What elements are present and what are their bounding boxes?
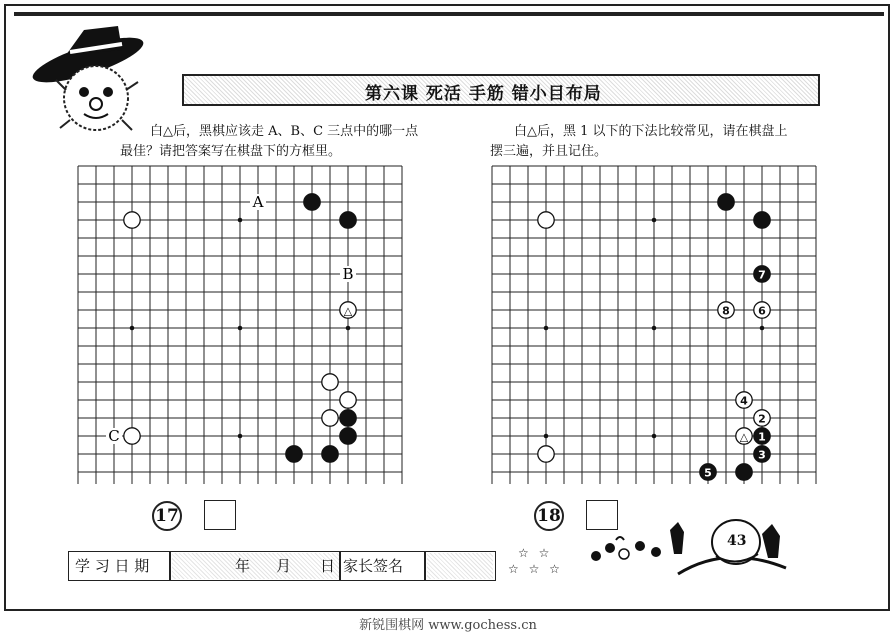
- black-stone: [718, 194, 734, 210]
- go-board-problem17: [74, 162, 408, 484]
- problem17-answer-box[interactable]: [204, 500, 236, 530]
- white-stone: [124, 212, 140, 228]
- go-board-problem18: [488, 162, 822, 484]
- move-number: 5: [704, 466, 712, 480]
- white-stone: [340, 392, 356, 408]
- move-number: 6: [758, 304, 766, 318]
- move-number: 7: [758, 268, 766, 282]
- white-stone: [538, 212, 554, 228]
- star-point: [238, 218, 243, 223]
- study-date-label: 学 习 日 期: [75, 557, 150, 575]
- black-stone: [754, 212, 770, 228]
- black-stone: [340, 410, 356, 426]
- move-number: 1: [758, 430, 766, 444]
- triangle-mark: △: [343, 304, 353, 318]
- move-number: 8: [722, 304, 730, 318]
- star-point: [238, 326, 243, 331]
- problem18-text-line2: 摆三遍，并且记住。: [490, 144, 608, 159]
- star-point: [238, 434, 243, 439]
- page-number: 43: [727, 533, 747, 549]
- triangle-mark: △: [739, 430, 749, 444]
- rating-stars-top: ☆ ☆: [518, 546, 553, 560]
- problem17-text-line2: 最佳？请把答案写在棋盘下的方框里。: [120, 144, 342, 159]
- rating-stars-bottom: ☆ ☆ ☆: [508, 562, 563, 576]
- date-input-area[interactable]: [172, 553, 340, 579]
- white-stone: [538, 446, 554, 462]
- star-point: [544, 326, 549, 331]
- star-point: [652, 434, 657, 439]
- black-stone: [322, 446, 338, 462]
- problem17-text-line1: 白△后，黑棋应该走 A、B、C 三点中的哪一点: [150, 124, 419, 139]
- star-point: [652, 218, 657, 223]
- footer-watermark: 新锐围棋网 www.gochess.cn: [359, 618, 537, 633]
- star-point: [346, 326, 351, 331]
- school-logo-decoration: [586, 494, 796, 580]
- move-number: 3: [758, 448, 766, 462]
- star-point: [760, 326, 765, 331]
- white-stone: [322, 374, 338, 390]
- star-point: [544, 434, 549, 439]
- parent-signature-label: 家长签名: [343, 557, 404, 575]
- move-number: 4: [740, 394, 748, 408]
- star-point: [652, 326, 657, 331]
- mascot-illustration: [26, 20, 166, 140]
- white-stone: [322, 410, 338, 426]
- study-date-row: [68, 551, 496, 581]
- black-stone: [340, 428, 356, 444]
- parent-signature-field[interactable]: [427, 553, 493, 579]
- black-stone: [340, 212, 356, 228]
- black-stone: [286, 446, 302, 462]
- day-label: 日: [320, 557, 336, 575]
- black-stone: [304, 194, 320, 210]
- point-label-b: B: [342, 265, 354, 283]
- point-label-c: C: [108, 427, 120, 445]
- signature-divider: [424, 552, 426, 580]
- page-title: 第六课 死活 手筋 错小目布局: [365, 84, 602, 104]
- white-stone: [124, 428, 140, 444]
- month-label: 月: [276, 557, 292, 575]
- year-label: 年: [235, 557, 251, 575]
- problem18-number: 18: [534, 501, 564, 531]
- problem17-number: 17: [152, 501, 182, 531]
- date-divider: [169, 552, 171, 580]
- move-number: 2: [758, 412, 766, 426]
- point-label-a: A: [252, 193, 264, 211]
- star-point: [130, 326, 135, 331]
- problem18-text-line1: 白△后，黑 1 以下的下法比较常见，请在棋盘上: [514, 124, 788, 139]
- black-stone: [736, 464, 752, 480]
- date-divider: [339, 552, 341, 580]
